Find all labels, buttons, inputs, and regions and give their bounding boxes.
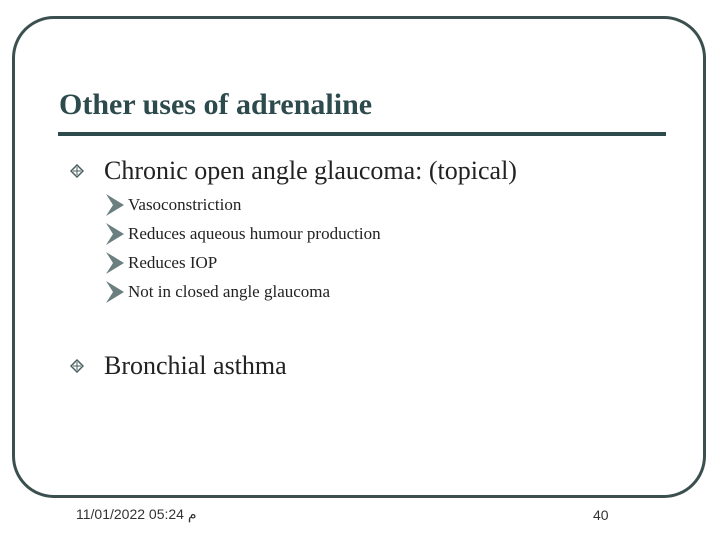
arrow-bullet-icon xyxy=(104,251,126,275)
title-underline xyxy=(58,132,666,136)
bullet-text: Bronchial asthma xyxy=(104,351,287,380)
sub-bullet-item xyxy=(104,190,381,219)
sub-bullet-list xyxy=(104,190,381,306)
sub-bullet-item xyxy=(104,219,381,248)
sub-bullet-text: Reduces IOP xyxy=(128,252,218,272)
sub-bullet-text: Not in closed angle glaucoma xyxy=(128,281,331,301)
slide-title: Other uses of adrenaline xyxy=(59,88,373,121)
bullet-text: Chronic open angle glaucoma: (topical) xyxy=(104,156,517,185)
sub-bullet-text: Reduces aqueous humour production xyxy=(128,223,381,243)
bullet-item-asthma xyxy=(70,351,287,381)
diamond-bullet-icon xyxy=(70,359,84,373)
arrow-bullet-icon xyxy=(104,280,126,304)
arrow-bullet-icon xyxy=(104,222,126,246)
footer-date: م 05:24 11/01/2022 xyxy=(76,506,197,522)
page-number: 40 xyxy=(593,507,609,523)
bullet-item-glaucoma xyxy=(70,156,517,186)
diamond-bullet-icon xyxy=(70,164,84,178)
sub-bullet-text: Vasoconstriction xyxy=(128,194,242,214)
sub-bullet-item xyxy=(104,277,381,306)
arrow-bullet-icon xyxy=(104,193,126,217)
sub-bullet-item xyxy=(104,248,381,277)
